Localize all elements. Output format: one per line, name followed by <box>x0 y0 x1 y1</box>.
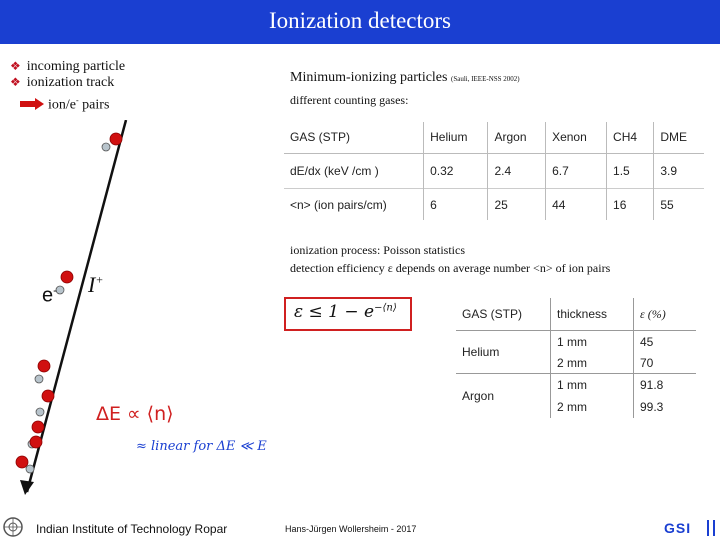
process-text: ionization process: Poisson statistics <box>290 243 465 257</box>
table-cell: 6 <box>424 189 488 220</box>
arrow-head-icon <box>20 480 34 495</box>
ion-dot <box>16 456 28 468</box>
gsi-logo: GSI <box>664 520 692 536</box>
table-header: Argon <box>488 122 546 153</box>
arrow-legend-label: ion/e- pairs <box>48 96 110 113</box>
delta-e-formula: ΔE ∝ ⟨n⟩ <box>96 403 174 425</box>
table-cell: 99.3 <box>634 396 697 418</box>
table-header: GAS (STP) <box>284 122 424 153</box>
gases-subheading: different counting gases: <box>290 93 409 107</box>
table-cell: 2.4 <box>488 153 546 188</box>
diamond-bullet-icon: ❖ <box>10 75 21 89</box>
ion-dot <box>32 421 44 433</box>
ion-dot <box>61 271 73 283</box>
table-cell: dE/dx (keV /cm ) <box>290 163 379 178</box>
bullet-text: ionization track <box>26 75 115 90</box>
table-header: Helium <box>424 122 488 153</box>
diamond-bullet-icon: ❖ <box>10 59 21 73</box>
table-cell: 25 <box>488 189 546 220</box>
table-cell: Argon <box>456 374 551 419</box>
table-cell: Helium <box>462 345 500 359</box>
electron-dot <box>35 375 43 383</box>
bullet-text: incoming particle <box>26 59 126 74</box>
table-row <box>284 153 704 188</box>
ion-dot <box>30 436 42 448</box>
table-header: GAS (STP) <box>456 298 551 331</box>
table-cell: 44 <box>546 189 607 220</box>
gas-properties-table <box>284 122 704 220</box>
table-cell: 2 mm <box>551 396 634 418</box>
footer-author: Hans-Jürgen Wollersheim - 2017 <box>285 524 417 534</box>
slide-title: Ionization detectors <box>268 8 451 33</box>
linear-note: ≈ linear for ΔE ≪ E <box>136 439 267 454</box>
table-cell: <n> (ion pairs/cm) <box>284 189 424 220</box>
table-row <box>456 331 696 353</box>
table-header: Xenon <box>546 122 607 153</box>
electron-label: e- <box>42 283 58 307</box>
electron-dot <box>36 408 44 416</box>
ion-dot <box>38 360 50 372</box>
table-cell: 6.7 <box>546 153 607 188</box>
table-cell: 0.32 <box>424 153 488 188</box>
table-cell: 2 mm <box>551 352 634 374</box>
citation: (Sauli, IEEE-NSS 2002) <box>450 75 520 83</box>
mip-heading: Minimum-ionizing particles (Sauli, IEEE-NSS 2002) <box>290 70 520 85</box>
table-header-row <box>284 122 704 153</box>
electron-dot <box>26 465 34 473</box>
table-cell: 45 <box>634 331 697 353</box>
table-cell: 1 mm <box>551 374 634 397</box>
table-cell: 70 <box>634 352 697 374</box>
table-cell: 16 <box>607 189 654 220</box>
table-row <box>284 189 704 220</box>
table-header: thickness <box>551 298 634 331</box>
table-cell: 91.8 <box>634 374 697 397</box>
electron-dot <box>56 286 64 294</box>
electron-dot <box>102 143 110 151</box>
efficiency-table <box>456 298 696 418</box>
ion-label: I+ <box>88 272 104 297</box>
table-cell: 1 mm <box>551 331 634 353</box>
right-arrow-icon <box>20 98 44 110</box>
table-cell: 1.5 <box>607 153 654 188</box>
bullet-ionization-track <box>10 75 114 91</box>
ion-dot <box>110 133 122 145</box>
epsilon-formula-box <box>284 297 412 331</box>
bullet-incoming-particle <box>10 59 125 75</box>
table-header-row <box>456 298 696 331</box>
epsilon-formula: $\varepsilon \le 1 - e^{-⟨n⟩}$ <box>294 302 397 322</box>
table-row <box>456 374 696 397</box>
table-cell: 55 <box>654 189 704 220</box>
gsi-mark-icon <box>704 518 718 538</box>
efficiency-text: detection efficiency ε depends on average number <n> of ion pairs <box>290 261 611 275</box>
table-header: CH4 <box>607 122 654 153</box>
table-header: DME <box>654 122 704 153</box>
ion-dot <box>42 390 54 402</box>
table-header: ε (%) <box>634 298 697 331</box>
footer-institution: Indian Institute of Technology Ropar <box>36 522 228 536</box>
table-cell: 3.9 <box>654 153 704 188</box>
institute-logo-icon <box>2 516 24 538</box>
